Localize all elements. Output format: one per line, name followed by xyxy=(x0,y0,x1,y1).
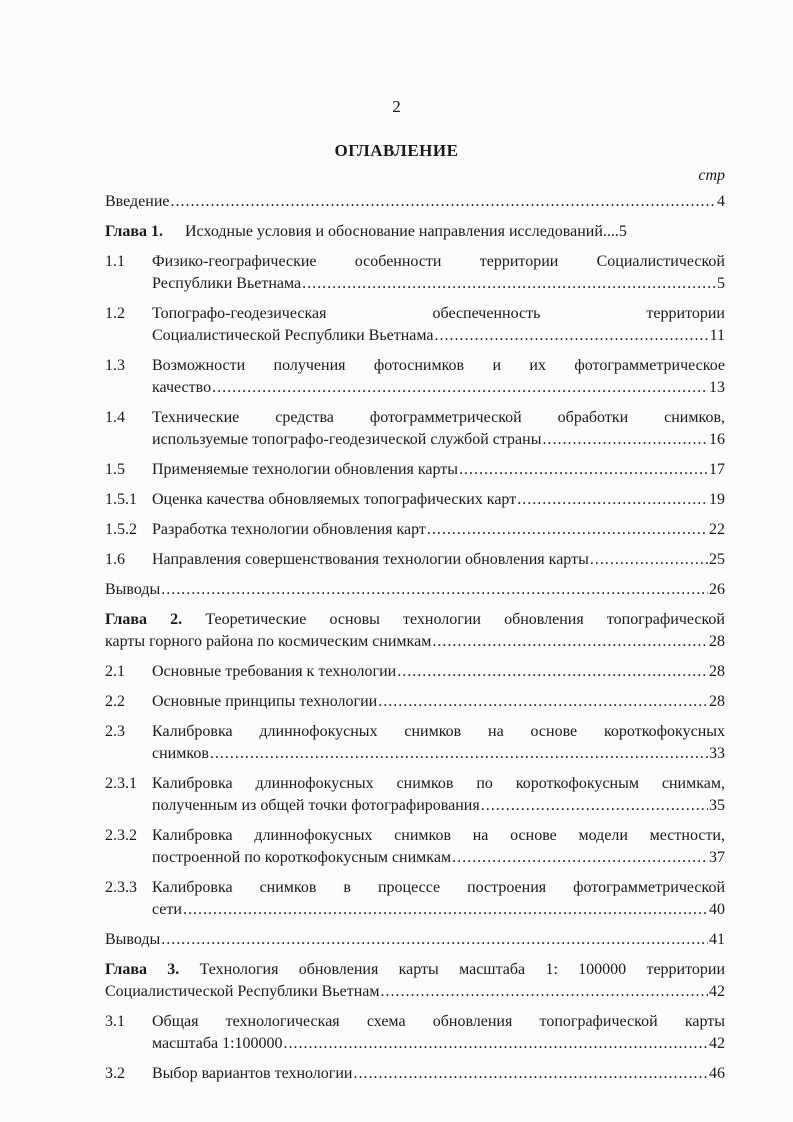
toc-page-number: 4 xyxy=(717,193,725,210)
toc-entry-3-1[interactable] xyxy=(105,1011,725,1055)
dot-leader xyxy=(517,489,708,511)
toc-entry-text: Республики Вьетнама xyxy=(152,275,302,292)
toc-entry-text: Оценка качества обновляемых топографических карт xyxy=(152,491,517,508)
dot-leader xyxy=(452,847,708,869)
toc-entry-text: Выводы xyxy=(105,581,161,598)
toc-entry-2-3-2[interactable] xyxy=(105,825,725,869)
toc-page-number: 5 xyxy=(618,223,627,240)
toc-entry-text: Применяемые технологии обновления карты xyxy=(152,461,459,478)
toc-entry-text: Общая технологическая схема обновления топографической карты xyxy=(152,1013,725,1030)
toc-entry-1-4[interactable] xyxy=(105,407,725,451)
page-title: ОГЛАВЛЕНИЕ xyxy=(334,141,459,160)
toc-page-number: 37 xyxy=(709,849,725,866)
toc-page-number: 25 xyxy=(709,551,725,568)
toc-entry-text: Физико-географические особенности территории Социалистической xyxy=(152,253,725,270)
table-of-contents xyxy=(105,191,725,1085)
section-number: 2.1 xyxy=(105,663,125,680)
dot-leader xyxy=(481,795,708,817)
dot-leader xyxy=(171,191,717,213)
dot-leader xyxy=(459,459,708,481)
section-number: 3.1 xyxy=(105,1013,125,1030)
toc-entry-3-2[interactable] xyxy=(105,1063,725,1085)
toc-entry-text: Выбор вариантов технологии xyxy=(152,1065,353,1082)
toc-entry-text: Основные требования к технологии xyxy=(152,663,397,680)
section-number: 1.5.1 xyxy=(105,491,137,508)
dot-leader: .... xyxy=(602,223,619,240)
toc-page-number: 33 xyxy=(709,745,725,762)
section-number: 1.5 xyxy=(105,461,125,478)
toc-page-number: 35 xyxy=(709,797,725,814)
section-number: 2.3.3 xyxy=(105,879,137,896)
toc-entry-2-3[interactable] xyxy=(105,721,725,765)
section-number: 1.4 xyxy=(105,409,125,426)
dot-leader xyxy=(353,1063,708,1085)
toc-entry-text: Теоретические основы технологии обновления топографической xyxy=(205,611,725,628)
toc-entry-chapter-2[interactable] xyxy=(105,609,725,653)
toc-entry-text: карты горного района по космическим снимкам xyxy=(105,633,432,650)
dot-leader xyxy=(542,429,708,451)
toc-entry-text: используемые топографо-геодезической службой страны xyxy=(152,431,542,448)
toc-page-number: 17 xyxy=(709,461,725,478)
dot-leader xyxy=(397,661,708,683)
section-number: 2.3 xyxy=(105,723,125,740)
toc-entry-2-3-1[interactable] xyxy=(105,773,725,817)
dot-leader xyxy=(161,579,708,601)
toc-page-number: 19 xyxy=(709,491,725,508)
toc-entry-text: масштаба 1:100000 xyxy=(152,1035,283,1052)
toc-entry-1-5[interactable] xyxy=(105,459,725,481)
toc-page-number: 26 xyxy=(709,581,725,598)
toc-page-number: 22 xyxy=(709,521,725,538)
toc-entry-text: Выводы xyxy=(105,931,161,948)
toc-page-number: 13 xyxy=(709,379,725,396)
section-number: 1.3 xyxy=(105,357,125,374)
toc-entry-text: Технические средства фотограмметрической обработки снимков, xyxy=(152,409,725,426)
toc-page-number: 46 xyxy=(709,1065,725,1082)
toc-entry-text: Калибровка длиннофокусных снимков по короткофокусным снимкам, xyxy=(152,775,725,792)
dot-leader xyxy=(161,929,708,951)
section-number: 3.2 xyxy=(105,1065,125,1082)
toc-entry-1-1[interactable] xyxy=(105,251,725,295)
dot-leader xyxy=(183,899,708,921)
toc-page-number: 41 xyxy=(709,931,725,948)
toc-entry-conclusions-1[interactable] xyxy=(105,579,725,601)
toc-page-number: 28 xyxy=(709,693,725,710)
toc-entry-text: Технология обновления карты масштаба 1: 100000 территории xyxy=(199,961,726,978)
toc-entry-2-2[interactable] xyxy=(105,691,725,713)
toc-entry-text: Исходные условия и обоснование направления исследований xyxy=(185,223,603,240)
toc-entry-text: Направления совершенствования технологии обновления карты xyxy=(152,551,589,568)
section-number: 1.2 xyxy=(105,305,125,322)
toc-entry-chapter-1[interactable] xyxy=(105,221,725,243)
toc-entry-text: Разработка технологии обновления карт xyxy=(152,521,426,538)
section-number: 2.3.1 xyxy=(105,775,137,792)
toc-entry-text: Калибровка снимков в процессе построения фотограмметрической xyxy=(152,879,725,896)
toc-entry-text: Калибровка длиннофокусных снимков на основе модели местности, xyxy=(152,827,725,844)
toc-page-number: 42 xyxy=(709,1035,725,1052)
section-number: 2.3.2 xyxy=(105,827,137,844)
toc-entry-text: Топографо-геодезическая обеспеченность территории xyxy=(152,305,725,322)
toc-entry-text: Социалистической Республики Вьетнам xyxy=(105,983,380,1000)
section-number: 1.1 xyxy=(105,253,125,270)
toc-page-number: 28 xyxy=(709,633,725,650)
toc-page-number: 42 xyxy=(709,983,725,1000)
dot-leader xyxy=(284,1033,708,1055)
chapter-label: Глава 2. xyxy=(105,611,183,628)
dot-leader xyxy=(381,981,708,1003)
section-number: 1.5.2 xyxy=(105,521,137,538)
section-number: 2.2 xyxy=(105,693,125,710)
toc-page-number: 28 xyxy=(709,663,725,680)
toc-entry-text: Социалистической Республики Вьетнама xyxy=(152,327,434,344)
toc-entry-text: полученным из общей точки фотографирования xyxy=(152,797,480,814)
section-number: 1.6 xyxy=(105,551,125,568)
toc-entry-2-1[interactable] xyxy=(105,661,725,683)
toc-entry-text: Возможности получения фотоснимков и их фотограмметрическое xyxy=(152,357,725,374)
toc-entry-text: построенной по короткофокусным снимкам xyxy=(152,849,452,866)
toc-entry-text: Калибровка длиннофокусных снимков на основе короткофокусных xyxy=(152,723,725,740)
toc-entry-conclusions-2[interactable] xyxy=(105,929,725,951)
toc-entry-2-3-3[interactable] xyxy=(105,877,725,921)
toc-page-number: 5 xyxy=(717,275,725,292)
toc-page-number: 11 xyxy=(709,327,725,344)
dot-leader xyxy=(210,743,708,765)
toc-entry-chapter-3[interactable] xyxy=(105,959,725,1003)
toc-entry-introduction[interactable] xyxy=(105,191,725,213)
chapter-label: Глава 3. xyxy=(105,961,180,978)
toc-entry-text: снимков xyxy=(152,745,209,762)
chapter-label: Глава 1. xyxy=(105,223,163,240)
dot-leader xyxy=(435,325,709,347)
dot-leader xyxy=(302,273,716,295)
dot-leader xyxy=(432,631,708,653)
toc-entry-1-6[interactable] xyxy=(105,549,725,571)
page-column-label: стр xyxy=(698,167,725,184)
toc-entry-text: качество xyxy=(152,379,212,396)
toc-page-number: 40 xyxy=(709,901,725,918)
dot-leader xyxy=(427,519,708,541)
dot-leader xyxy=(378,691,708,713)
toc-entry-1-3[interactable] xyxy=(105,355,725,399)
toc-entry-1-2[interactable] xyxy=(105,303,725,347)
toc-entry-text: Введение xyxy=(105,193,170,210)
toc-entry-1-5-1[interactable] xyxy=(105,489,725,511)
page-number: 2 xyxy=(392,97,401,116)
toc-entry-text: Основные принципы технологии xyxy=(152,693,378,710)
toc-entry-text: сети xyxy=(152,901,182,918)
toc-page-number: 16 xyxy=(709,431,725,448)
toc-entry-1-5-2[interactable] xyxy=(105,519,725,541)
dot-leader xyxy=(212,377,708,399)
dot-leader xyxy=(590,549,708,571)
